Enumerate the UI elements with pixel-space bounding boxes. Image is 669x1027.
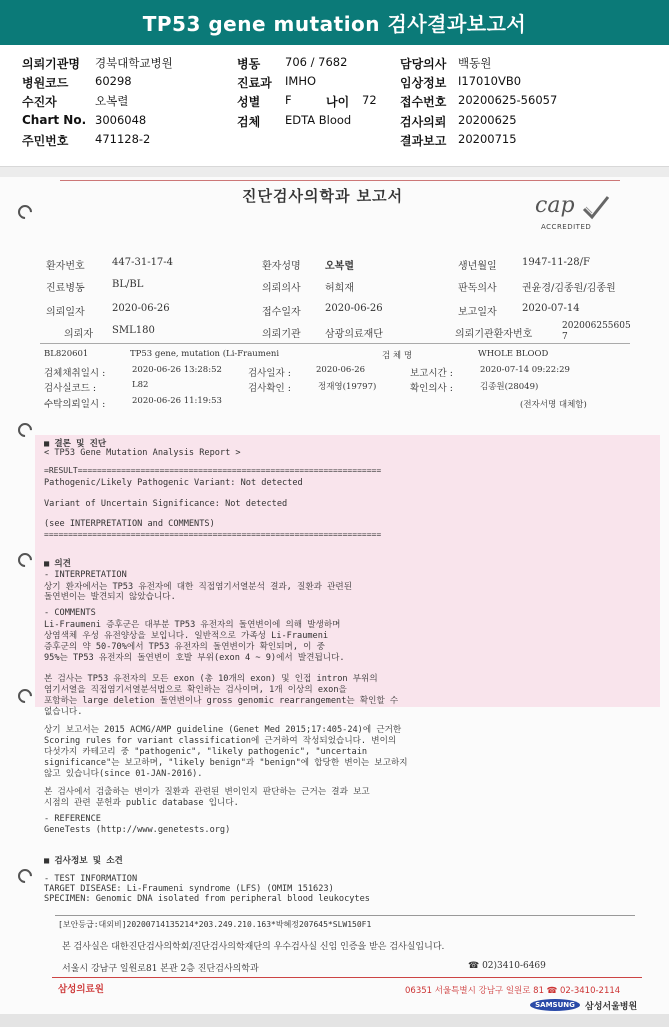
comments-heading: - COMMENTS (44, 608, 96, 618)
recvtime-value: 2020-06-26 11:19:53 (132, 396, 222, 406)
testinfo-disease: TARGET DISEASE: Li-Fraumeni syndrome (LFS) (OMIM 151623) (44, 884, 334, 894)
hospital-address: 06351 서울특별시 강남구 일원로 81 ☎ 02-3410-2114 (405, 986, 621, 996)
basis-line-1: 본 검사에서 검출하는 변이가 질환과 관련된 변이인지 판단하는 근거는 결과 보고 (44, 787, 370, 797)
hospital-group-name: 삼성의료원 (58, 984, 104, 995)
acmg-line-2: Scoring rules for variant classification에 근거하여 작성되었습니다. 변이의 (44, 736, 397, 746)
binder-hole (15, 686, 35, 706)
reqno-value-1: 202006255605 (562, 321, 631, 331)
rrn-value: 471128-2 (95, 132, 151, 146)
basis-line-2: 시점의 관련 문헌과 public database 입니다. (44, 798, 239, 808)
ward-scan-value: BL/BL (112, 279, 144, 290)
summary-header (0, 45, 669, 167)
receipt-value: 20200625-56057 (458, 93, 558, 107)
patno-label: 환자번호 (46, 261, 85, 272)
judge-label: 판독의사 (458, 283, 497, 294)
patient-value: 오복렬 (95, 94, 129, 108)
age-label: 나이 (326, 95, 350, 109)
scanned-report (0, 177, 669, 1014)
reqer-label: 의뢰자 (64, 329, 93, 340)
acmg-line-1: 상기 보고서는 2015 ACMG/AMP guideline (Genet Med 2015;17:405-24)에 근거한 (44, 725, 402, 735)
footer-rule (55, 915, 635, 916)
samsung-logo: SAMSUNG (530, 999, 580, 1011)
report-title-banner: TP53 gene mutation 검사결과보고서 (0, 0, 669, 45)
dob-label: 생년월일 (458, 261, 497, 272)
cap-accredited: ACCREDITED (541, 223, 592, 231)
binder-hole (15, 550, 35, 570)
reqorg-value: 삼광의료재단 (325, 329, 383, 340)
method-line-1: 본 검사는 TP53 유전자의 모든 exon (총 10개의 exon) 및 인접 intron 부위의 (44, 674, 378, 684)
bottom-band (0, 1014, 669, 1027)
lab-tel: ☎ 02)3410-6469 (468, 961, 546, 971)
result-see: (see INTERPRETATION and COMMENTS) (44, 519, 215, 529)
confirmdoc-value: 김종원(28049) (480, 382, 539, 392)
institution-value: 경북대학교병원 (95, 56, 173, 70)
patient-label: 수진자 (22, 95, 57, 109)
interp-line-1: 상기 환자에서는 TP53 유전자에 대한 직접염기서열분석 결과, 질환과 관련된 (44, 582, 353, 592)
acmg-line-4: significance"는 보고하며, "likely benign"과 "benign"에 합당한 변이는 보고하지 (44, 758, 408, 768)
reqno-label: 의뢰기관환자번호 (455, 329, 533, 340)
dept-value: IMHO (285, 74, 317, 88)
scan-title: 진단검사의학과 보고서 (242, 187, 404, 205)
esign-note: (전자서명 대체함) (520, 400, 587, 410)
chart-label: Chart No. (22, 113, 87, 127)
reference-line: GeneTests (http://www.genetests.org) (44, 825, 231, 835)
reqer-value: SML180 (112, 325, 155, 336)
interp-heading: - INTERPRETATION (44, 570, 127, 580)
report-date-value: 20200715 (458, 132, 517, 146)
interp-line-2: 돌연변이는 발견되지 않았습니다. (44, 592, 176, 602)
method-line-3: 포함하는 large deletion 돌연변이나 gross genomic rearrangement는 확인할 수 (44, 696, 399, 706)
specimen-value: EDTA Blood (285, 113, 352, 127)
reqdate-value: 2020-06-26 (112, 303, 170, 314)
repdate-label: 보고일자 (458, 307, 497, 318)
cap-logo-text: cap (535, 193, 575, 218)
sex-label: 성별 (237, 95, 261, 109)
hospital-rule (52, 977, 642, 978)
request-label: 검사의뢰 (400, 115, 447, 129)
comments-line-3: 증후군의 약 50-70%에서 TP53 유전자의 돌연변이가 확인되며, 이 중 (44, 642, 325, 652)
recv-label: 접수일자 (262, 307, 301, 318)
reqorg-label: 의뢰기관 (262, 329, 301, 340)
specimen-label: 검체 (237, 115, 261, 129)
clinical-label: 임상정보 (400, 76, 447, 90)
lab-address: 서울시 강남구 일원로81 본관 2층 진단검사의학과 (62, 964, 259, 974)
section-testinfo: ■ 검사정보 및 소견 (44, 856, 123, 866)
name-value: 오복렬 (325, 261, 354, 272)
method-line-4: 없습니다. (44, 707, 83, 717)
doctor-label: 담당의사 (400, 57, 447, 71)
collect-value: 2020-06-26 13:28:52 (132, 365, 222, 375)
collect-label: 검체채취일시 : (44, 368, 106, 379)
patno-value: 447-31-17-4 (112, 257, 174, 268)
info-rule (40, 343, 630, 344)
binder-hole (15, 202, 35, 222)
divider-band (0, 167, 669, 177)
recv-value: 2020-06-26 (325, 303, 383, 314)
reqno-value-2: 7 (562, 332, 568, 342)
reference-heading: - REFERENCE (44, 814, 101, 824)
testinfo-specimen: SPECIMEN: Genomic DNA isolated from peripheral blood leukocytes (44, 894, 370, 904)
request-value: 20200625 (458, 113, 517, 127)
top-rule (60, 180, 620, 181)
section-opinion: ■ 의견 (44, 559, 71, 569)
confirm-label: 검사확인 : (248, 383, 291, 394)
institution-label: 의뢰기관명 (22, 57, 80, 71)
receipt-label: 접수번호 (400, 95, 447, 109)
reptime-value: 2020-07-14 09:22:29 (480, 365, 570, 375)
testinfo-heading: - TEST INFORMATION (44, 874, 138, 884)
rrn-label: 주민번호 (22, 134, 69, 148)
chart-value: 3006048 (95, 113, 147, 127)
report-date-label: 결과보고 (400, 134, 447, 148)
result-vus: Variant of Uncertain Significance: Not detected (44, 499, 288, 509)
section-conclusion: ■ 결론 및 진단 (44, 439, 107, 449)
age-value: 72 (362, 93, 377, 107)
report-subtitle: < TP53 Gene Mutation Analysis Report > (44, 448, 241, 458)
acmg-line-5: 않고 있습니다(since 01-JAN-2016). (44, 769, 203, 779)
phys-value: 허희재 (325, 283, 354, 294)
name-label: 환자성명 (262, 261, 301, 272)
room-label: 검사실코드 : (44, 383, 97, 394)
comments-line-4: 95%는 TP53 유전자의 돌연변이 호발 부위(exon 4 ~ 9)에서 발견됩니다. (44, 653, 345, 663)
spec-value: WHOLE BLOOD (478, 349, 549, 359)
ward-scan-label: 진료병동 (46, 283, 85, 294)
judge-value: 권윤경/김종원/김종원 (522, 283, 616, 294)
test-name: TP53 gene, mutation (Li-Fraumeni (130, 349, 280, 359)
comments-line-1: Li-Fraumeni 증후군은 대부분 TP53 유전자의 돌연변이에 의해 발생하며 (44, 620, 341, 630)
dept-label: 진료과 (237, 76, 272, 90)
cap-logo (535, 193, 613, 237)
clinical-value: I17010VB0 (458, 74, 522, 88)
reqdate-label: 의뢰일자 (46, 307, 85, 318)
comments-line-2: 상염색체 우성 유전양상을 보입니다. 일반적으로 가족성 Li-Fraumeni (44, 631, 329, 641)
recvtime-label: 수탁의뢰일시 : (44, 399, 106, 410)
confirm-value: 정재영(19797) (318, 382, 377, 392)
reptime-label: 보고시간 : (410, 368, 453, 379)
cap-check-icon (581, 193, 611, 221)
ward-value: 706 / 7682 (285, 55, 348, 69)
result-rule-top: =RESULT=============================================================== (44, 466, 382, 475)
binder-hole (15, 866, 35, 886)
result-pathogenic: Pathogenic/Likely Pathogenic Variant: Not detected (44, 478, 303, 488)
sex-value: F (285, 93, 292, 107)
ward-label: 병동 (237, 57, 261, 71)
exam-label: 검사일자 : (248, 368, 291, 379)
method-line-2: 염기서열을 직접염기서열분석법으로 확인하는 검사이며, 1개 이상의 exon을 (44, 685, 347, 695)
dob-value: 1947-11-28/F (522, 257, 590, 268)
exam-value: 2020-06-26 (316, 365, 366, 375)
result-rule-bottom: ====================================================================== (44, 530, 382, 539)
hospcode-value: 60298 (95, 74, 132, 88)
acmg-line-3: 다섯가지 카테고리 중 "pathogenic", "likely pathogenic", "uncertain (44, 747, 368, 757)
room-value: L82 (132, 380, 149, 390)
hospital-name: 삼성서울병원 (585, 1002, 638, 1012)
doctor-value: 백동원 (458, 56, 492, 70)
confirmdoc-label: 확인의사 : (410, 383, 453, 394)
certification-text: 본 검사실은 대한진단검사의학회/진단검사의학재단의 우수검사실 신임 인증을 받은 검사실입니다. (62, 942, 445, 952)
binder-hole (15, 420, 35, 440)
test-code: BL820601 (44, 349, 89, 359)
security-line: [보안등급:대외비]20200714135214*203.249.210.163*박혜정207645*SLW150F1 (58, 920, 372, 929)
spec-label: 검 체 명 (382, 351, 413, 361)
phys-label: 의뢰의사 (262, 283, 301, 294)
hospcode-label: 병원코드 (22, 76, 69, 90)
repdate-value: 2020-07-14 (522, 303, 580, 314)
